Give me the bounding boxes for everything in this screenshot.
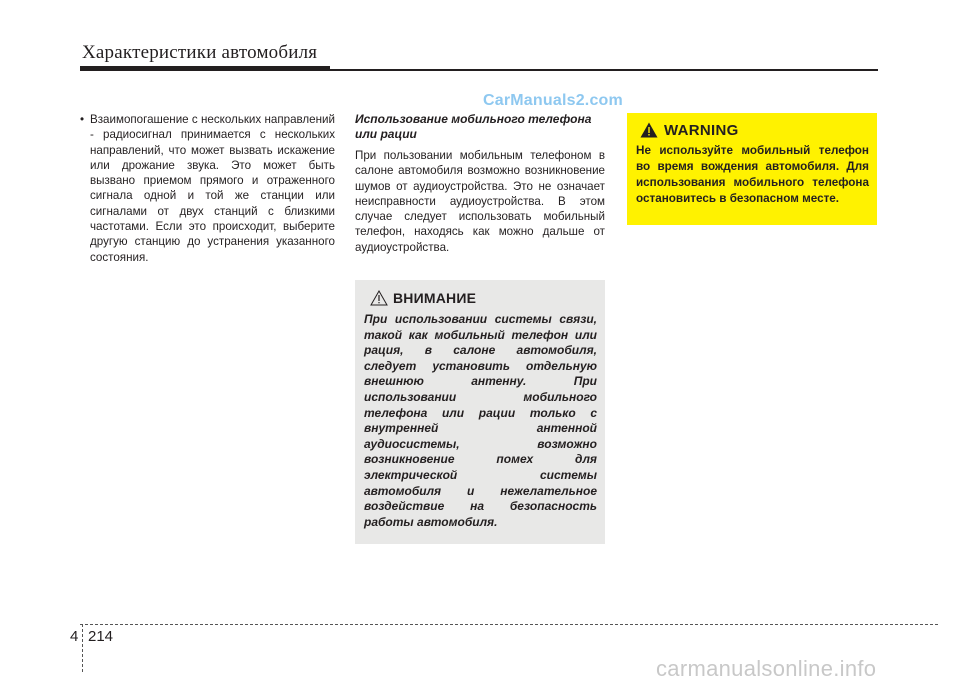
page-number: 214 [88,628,114,645]
caution-header [364,288,597,308]
caution-title: ВНИМАНИЕ [393,290,477,306]
warning-triangle-filled-icon [640,122,658,138]
chapter-number: 4 [70,628,79,645]
warning-title: WARNING [664,121,739,139]
warning-header [636,119,869,141]
footer-rule [80,624,938,625]
bullet-dot: • [80,113,85,126]
section-heading: Использование мобильного телефона или рации [355,112,592,141]
page-header-title: Характеристики автомобиля [82,42,318,63]
watermark-top-link[interactable]: CarManuals2.com [483,92,623,109]
warning-text: Не используйте мобильный телефон во время вождения автомобиля. Для использования мобильного телефона остановитесь в безопасном месте. [636,144,869,205]
section-body: При пользовании мобильным телефоном в салоне автомобиля возможно возникновение шумов от аудиоустройства. Это не означает неисправности аудиоустройства. В этом случае следует использовать мобильный телефон, находясь как можно дальше от аудиоустройства. [355,149,605,254]
header-rule-thin [330,69,878,71]
left-column [80,112,335,265]
watermark-bottom-link[interactable]: carmanualsonline.info [656,656,877,681]
footer-vertical-rule [82,624,83,672]
middle-column [355,112,605,255]
caution-text: При использовании системы связи, такой как мобильный телефон или рация, в салоне автомобиля, следует установить отдельную внешнюю антенну. При использовании мобильного телефона или рации только с внутренней антенной аудиосистемы, возможно возникновение помех для электрической системы автомобиля и нежелательное воздействие на безопасность работы автомобиля. [364,312,597,529]
bullet-text: Взаимопогашение с нескольких направлений - радиосигнал принимается с нескольких направлений, что может вызвать искажение или дрожание звука. Это может быть вызвано приемом прямого и отраженного сигнала одной и той же станции или сигналами от двух станций с близкими частотами. Если это происходит, выберите другую станцию до устранения указанного состояния. [90,113,335,264]
caution-box [355,280,605,544]
warning-triangle-outline-icon [370,290,388,306]
warning-box [627,113,877,225]
bullet-item [80,112,335,265]
header-rule-thick [80,66,330,71]
